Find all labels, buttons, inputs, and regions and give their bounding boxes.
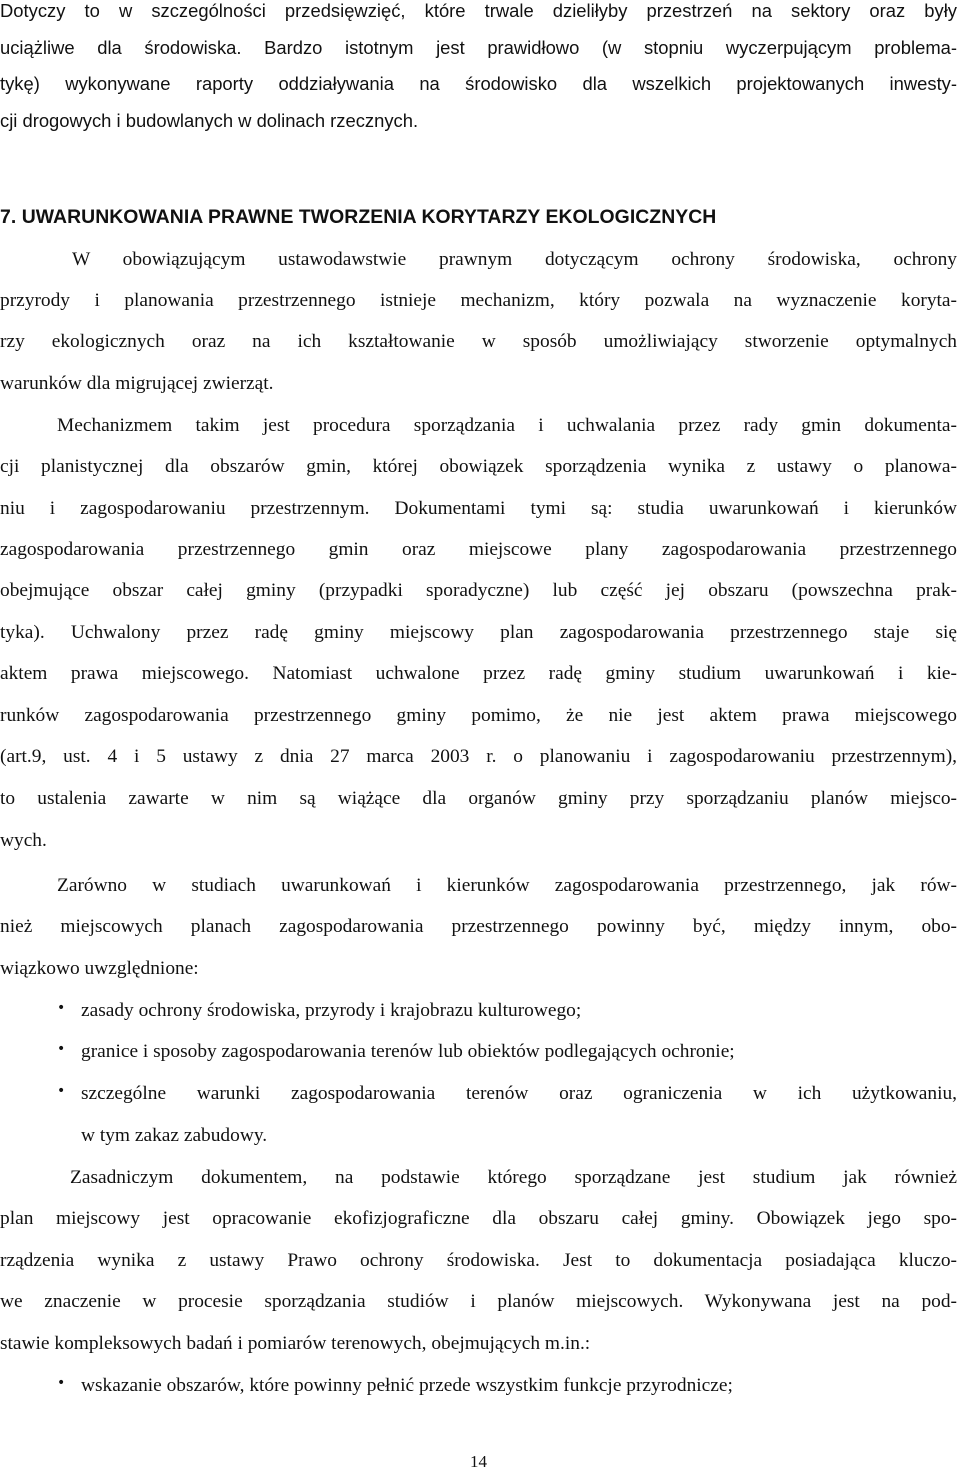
list-item: wskazanie obszarów, które powinny pełnić przede wszystkim funkcje przyrodnicze; [81,1375,733,1396]
paragraph-line: wiązkowo uwzględnione: [0,958,199,979]
paragraph-line: (art.9, ust. 4 i 5 ustawy z dnia 27 marca 2003 r. o planowaniu i zagospodarowaniu przestrzennym), [0,746,957,767]
list-item: zasady ochrony środowiska, przyrody i krajobrazu kulturowego; [81,1000,582,1021]
bullet-icon: • [57,1000,66,1016]
list-item: granice i sposoby zagospodarowania terenów lub obiektów podlegających ochronie; [81,1041,735,1062]
paragraph-line: W obowiązującym ustawodawstwie prawnym dotyczącym ochrony środowiska, ochrony [72,249,957,270]
bullet-icon: • [57,1083,66,1099]
intro-line: tykę) wykonywane raporty oddziaływania na środowisko dla wszelkich projektowanych inwesty- [0,73,957,94]
paragraph-line: wych. [0,830,47,851]
intro-line: cji drogowych i budowlanych w dolinach rzecznych. [0,110,419,131]
bullet-icon: • [57,1375,66,1391]
paragraph-line: to ustalenia zawarte w nim są wiążące dla organów gminy przy sporządzaniu planów miejsco- [0,788,957,809]
paragraph-line: cji planistycznej dla obszarów gmin, której obowiązek sporządzenia wynika z ustawy o planowa- [0,456,957,477]
paragraph-line: rzy ekologicznych oraz na ich kształtowanie w sposób umożliwiający stworzenie optymalnych [0,331,957,352]
paragraph-line: plan miejscowy jest opracowanie ekofizjograficzne dla obszaru całej gminy. Obowiązek jego spo- [0,1208,957,1229]
paragraph-line: rządzenia wynika z ustawy Prawo ochrony środowiska. Jest to dokumentacja posiadająca kluczo- [0,1250,957,1271]
paragraph-line: warunków dla migrującej zwierząt. [0,373,274,394]
paragraph-line: obejmujące obszar całej gminy (przypadki sporadyczne) lub część jej obszaru (powszechna prak- [0,580,957,601]
paragraph-line: Zasadniczym dokumentem, na podstawie którego sporządzane jest studium jak również [70,1167,957,1188]
paragraph-line: przyrody i planowania przestrzennego istnieje mechanizm, który pozwala na wyznaczenie koryta- [0,290,957,311]
paragraph-line: Zarówno w studiach uwarunkowań i kierunków zagospodarowania przestrzennego, jak rów- [57,875,957,896]
paragraph-line: zagospodarowania przestrzennego gmin oraz miejscowe plany zagospodarowania przestrzennego [0,539,957,560]
intro-line: Dotyczy to w szczególności przedsięwzięć, które trwale dzieliłyby przestrzeń na sektory oraz były [0,0,957,21]
list-item-continuation: w tym zakaz zabudowy. [81,1125,268,1146]
paragraph-line: we znaczenie w procesie sporządzania studiów i planów miejscowych. Wykonywana jest na pod- [0,1291,957,1312]
paragraph-line: runków zagospodarowania przestrzennego gminy pomimo, że nie jest aktem prawa miejscowego [0,705,957,726]
paragraph-line: Mechanizmem takim jest procedura sporządzania i uchwalania przez rady gmin dokumenta- [57,415,957,436]
intro-line: uciążliwe dla środowiska. Bardzo istotnym jest prawidłowo (w stopniu wyczerpującym problema- [0,37,957,58]
paragraph-line: aktem prawa miejscowego. Natomiast uchwalone przez radę gminy studium uwarunkowań i kie- [0,663,957,684]
section-heading: 7. UWARUNKOWANIA PRAWNE TWORZENIA KORYTARZY EKOLOGICZNYCH [0,206,717,228]
paragraph-line: niu i zagospodarowaniu przestrzennym. Dokumentami tymi są: studia uwarunkowań i kierunków [0,498,957,519]
page-number: 14 [470,1452,487,1471]
paragraph-line: nież miejscowych planach zagospodarowania przestrzennego powinny być, między innym, obo- [0,916,957,937]
list-item: szczególne warunki zagospodarowania terenów oraz ograniczenia w ich użytkowaniu, [81,1083,957,1104]
paragraph-line: stawie kompleksowych badań i pomiarów terenowych, obejmujących m.in.: [0,1333,591,1354]
paragraph-line: tyka). Uchwalony przez radę gminy miejscowy plan zagospodarowania przestrzennego staje się [0,622,957,643]
bullet-icon: • [57,1041,66,1057]
